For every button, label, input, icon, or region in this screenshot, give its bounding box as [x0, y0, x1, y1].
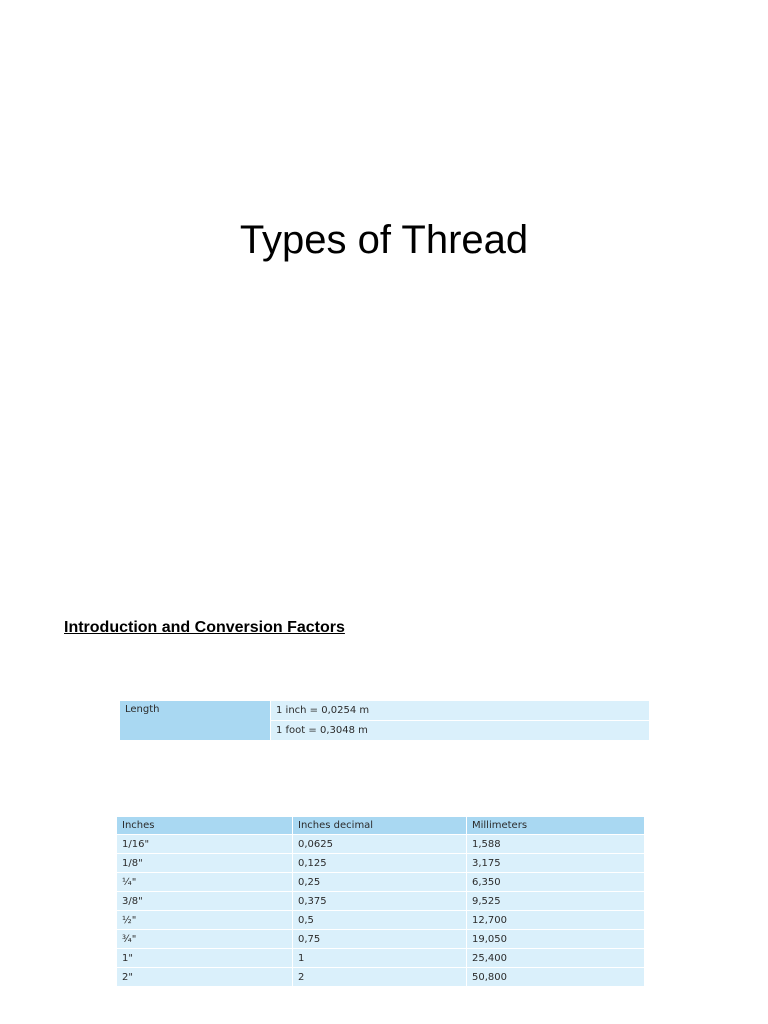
cell-millimeters: 6,350	[467, 873, 645, 892]
table-row	[120, 701, 649, 721]
cell-millimeters: 12,700	[467, 911, 645, 930]
table-row	[117, 892, 645, 911]
cell-millimeters: 9,525	[467, 892, 645, 911]
cell-inches-decimal: 0,25	[293, 873, 467, 892]
table-row	[117, 835, 645, 854]
cell-millimeters: 25,400	[467, 949, 645, 968]
cell-inches: 2"	[117, 968, 293, 987]
table-row	[117, 949, 645, 968]
cell-millimeters: 3,175	[467, 854, 645, 873]
page-title: Types of Thread	[239, 218, 529, 262]
table-row	[117, 854, 645, 873]
cell-inches-decimal: 1	[293, 949, 467, 968]
table-row	[117, 930, 645, 949]
section-heading: Introduction and Conversion Factors	[64, 619, 345, 636]
cell-inches-decimal: 0,0625	[293, 835, 467, 854]
cell-inches-decimal: 0,75	[293, 930, 467, 949]
cell-inches: ¾"	[117, 930, 293, 949]
cell-inches: ½"	[117, 911, 293, 930]
column-header-millimeters: Millimeters	[467, 817, 645, 835]
cell-millimeters: 50,800	[467, 968, 645, 987]
cell-inches-decimal: 0,5	[293, 911, 467, 930]
cell-inches: 1/16"	[117, 835, 293, 854]
length-conversion-table	[120, 701, 649, 741]
length-value-inch: 1 inch = 0,0254 m	[271, 701, 650, 721]
cell-inches: 1"	[117, 949, 293, 968]
column-header-inches: Inches	[117, 817, 293, 835]
length-value-foot: 1 foot = 0,3048 m	[271, 721, 650, 741]
column-header-inches-decimal: Inches decimal	[293, 817, 467, 835]
cell-inches: 1/8"	[117, 854, 293, 873]
length-label: Length	[120, 701, 271, 741]
table-header-row	[117, 817, 645, 835]
cell-inches: 3/8"	[117, 892, 293, 911]
cell-inches-decimal: 0,375	[293, 892, 467, 911]
table-row	[117, 873, 645, 892]
cell-millimeters: 19,050	[467, 930, 645, 949]
cell-inches: ¼"	[117, 873, 293, 892]
cell-inches-decimal: 0,125	[293, 854, 467, 873]
cell-millimeters: 1,588	[467, 835, 645, 854]
cell-inches-decimal: 2	[293, 968, 467, 987]
table-row	[117, 911, 645, 930]
table-row	[117, 968, 645, 987]
inch-mm-conversion-table	[117, 817, 645, 987]
